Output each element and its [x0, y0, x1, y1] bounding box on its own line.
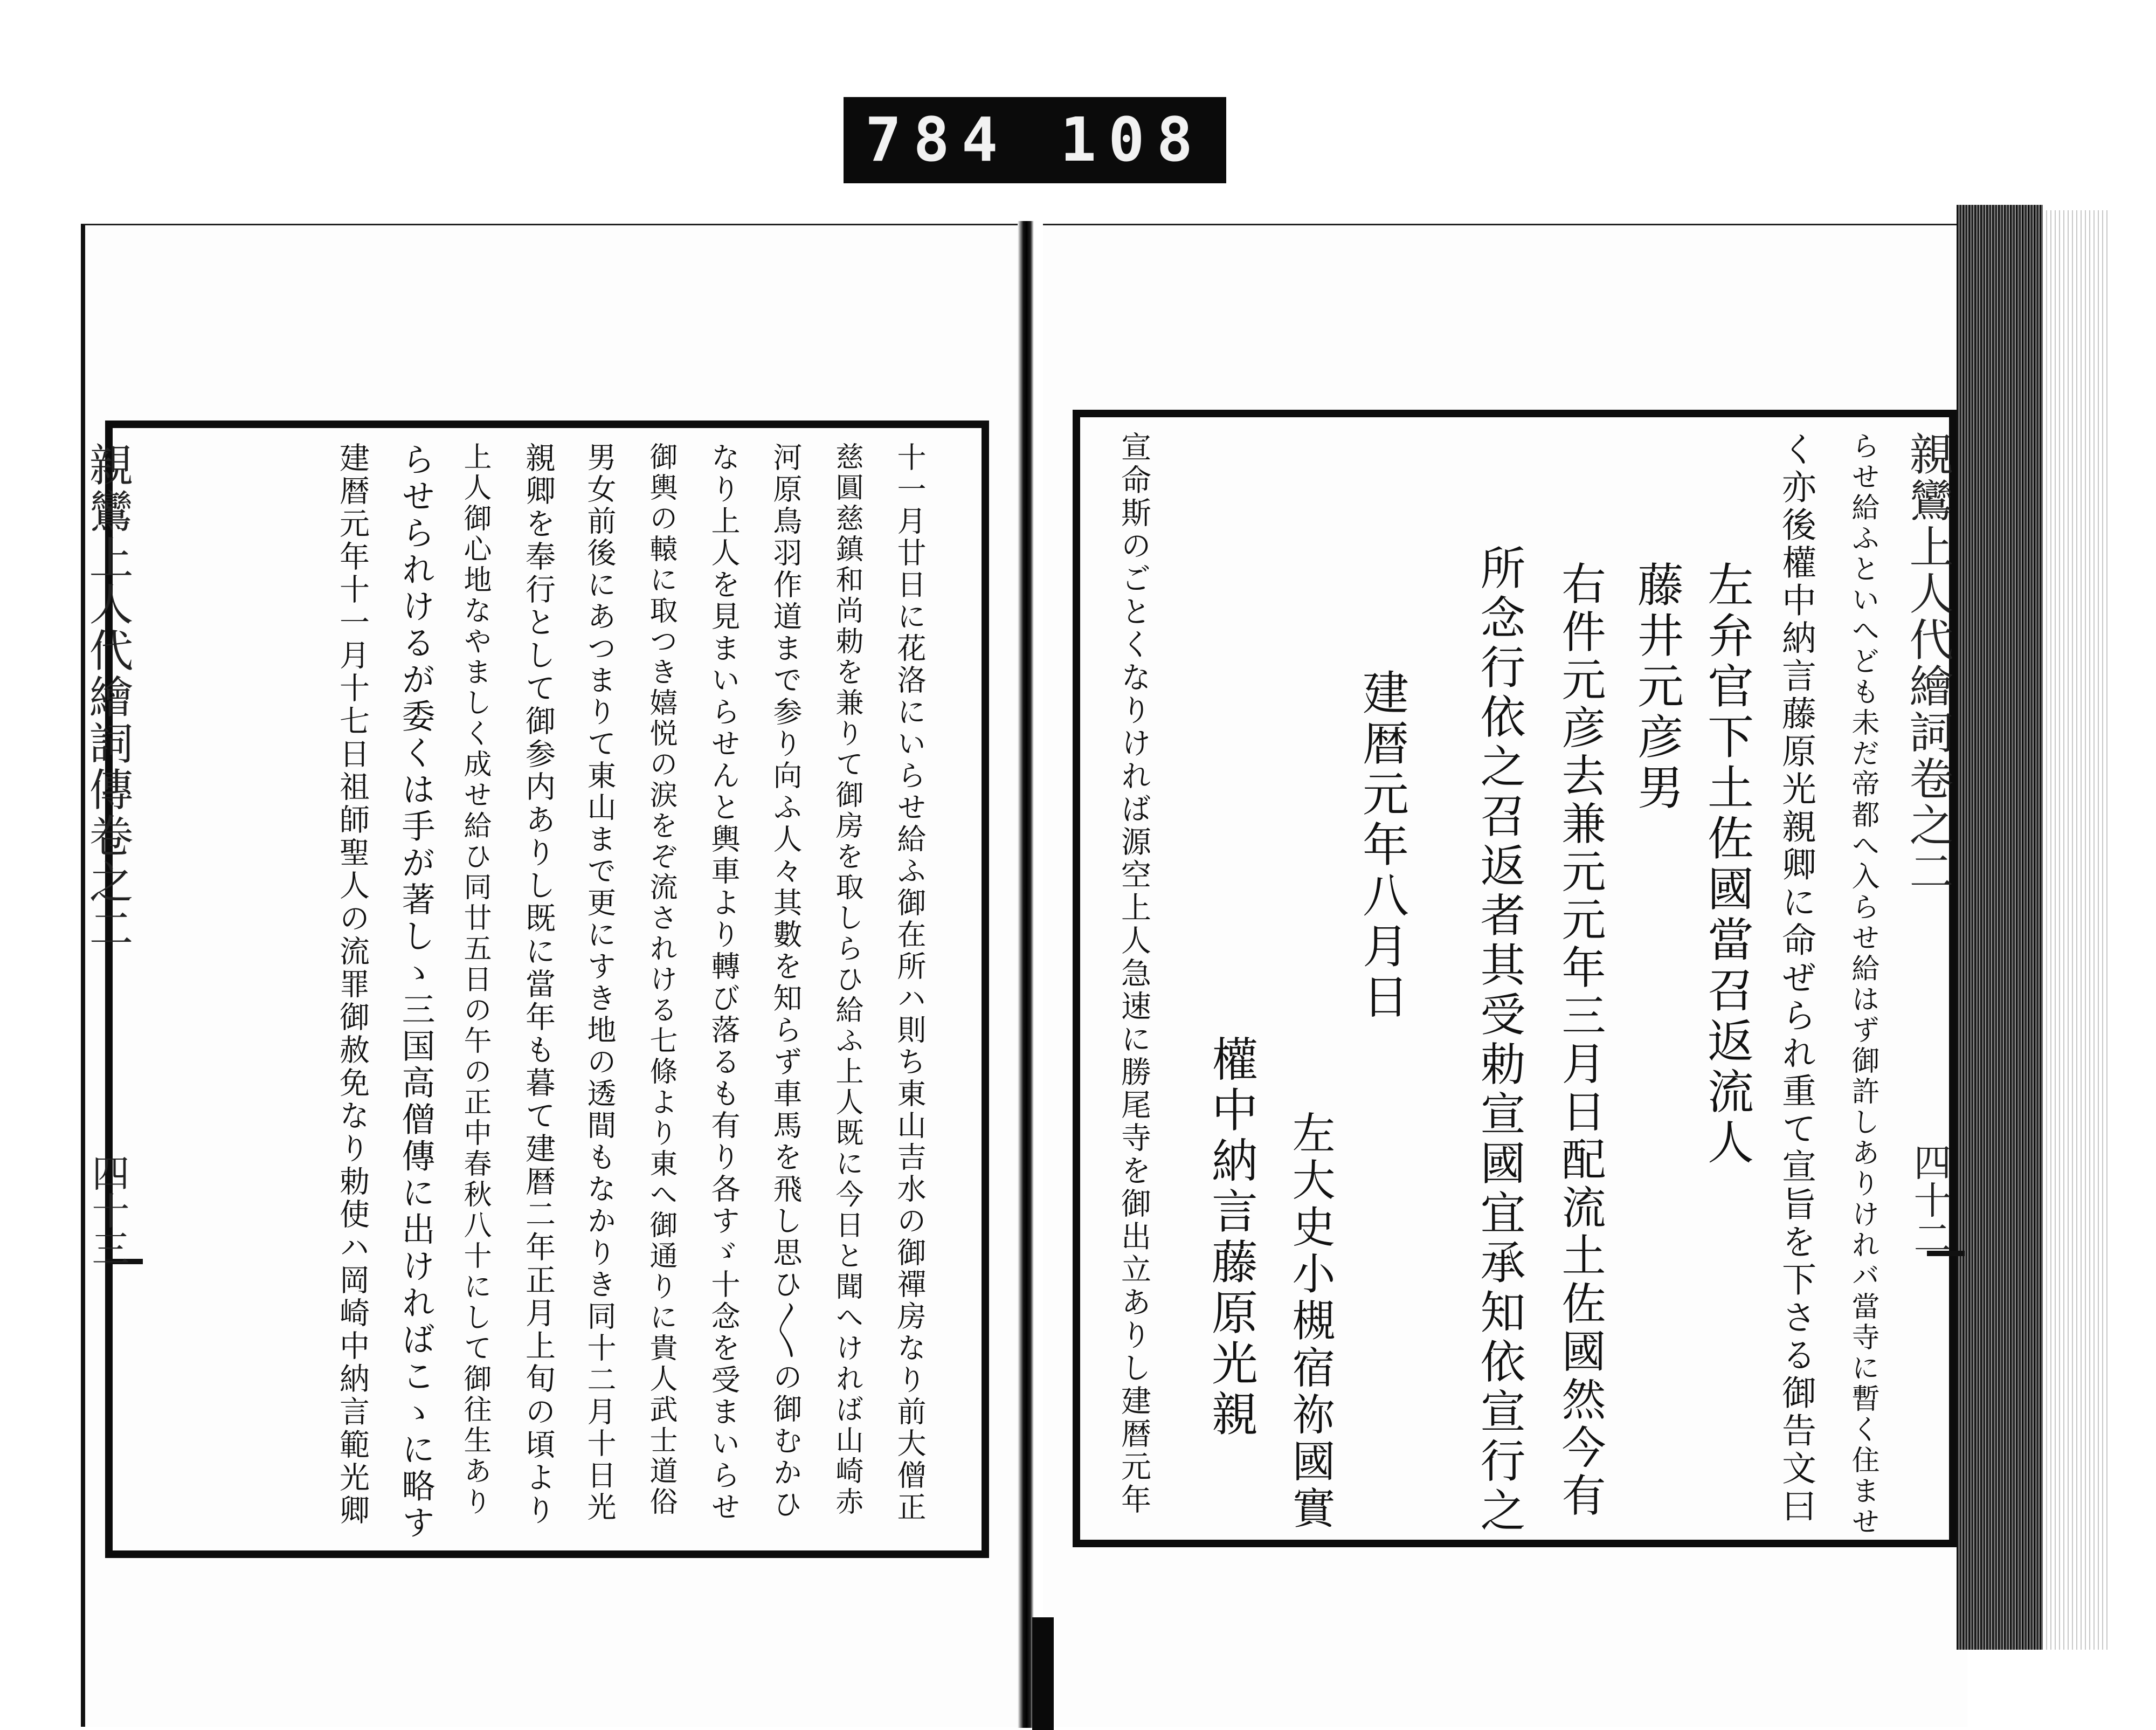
right-column-2: く亦後權中納言藤原光親卿に命ぜられ重て宣旨を下さる御告文曰	[1776, 431, 1816, 1526]
left-column-6: 男女前後にあつまりて東山まで更にすき地の透間もなかりき同十二月十日光	[583, 442, 617, 1524]
left-column-8: 上人御心地なやましく成せ給ひ同廿五日の午の正中春秋八十にして御往生あり	[459, 442, 491, 1518]
left-margin-title: 親鸞上人代繪詞傳卷之二	[82, 442, 133, 952]
call-number-left: 784	[865, 105, 1010, 175]
right-column-7: 建暦元年八月日	[1355, 668, 1408, 1023]
left-column-5: 御輿の轅に取つき嬉悦の涙をぞ流されける七條より東へ御通りに貴人武士道俗	[645, 442, 677, 1518]
right-column-5: 右件元彦去兼元元年三月日配流土佐國然今有	[1554, 561, 1606, 1520]
book-gutter	[1018, 221, 1034, 1728]
gutter-binding	[1032, 1617, 1054, 1730]
left-folio: 四十三	[86, 1154, 130, 1267]
right-column-4: 藤井元彦男	[1629, 561, 1683, 814]
right-column-9: 權中納言藤原光親	[1204, 1035, 1257, 1440]
left-column-4: なり上人を見まいらせんと輿車より轉び落るも有り各すゞ十念を受まいらせ	[707, 442, 741, 1524]
call-number-right: 108	[1060, 105, 1205, 175]
right-margin-title: 親鸞上人代繪詞卷之二	[1902, 431, 1953, 895]
left-column-2: 慈圓慈鎮和尚勅を兼りて御房を取しらひ給ふ上人既に今日と聞へければ山崎赤	[831, 442, 863, 1518]
page-edges	[1957, 205, 2043, 1650]
right-column-3: 左弁官下土佐國當召返流人	[1699, 561, 1753, 1169]
left-column-1: 十一月廿日に花洛にいらせ給ふ御在所ハ則ち東山吉水の御禪房なり前大僧正	[893, 442, 927, 1524]
page-edges-outer	[2043, 210, 2107, 1650]
left-column-7: 親卿を奉行として御参内ありし既に當年も暮て建暦二年正月上旬の頃より	[521, 442, 556, 1527]
right-column-10: 宣命斯のごとくなりければ源空上人急速に勝尾寺を御出立ありし建暦元年	[1116, 431, 1151, 1517]
call-number-label	[844, 97, 1226, 183]
left-column-9: らせられけるが委くは手が著しゝ三国高僧傳に出ければこゝに略す	[396, 442, 436, 1542]
right-column-8: 左大史小槻宿祢國實	[1285, 1111, 1335, 1533]
right-column-1: らせ給ふといへども未だ帝都へ入らせ給はず御許しありけれバ當寺に暫く住ませ	[1847, 431, 1879, 1538]
left-column-10: 建暦元年十一月十七日祖師聖人の流罪御赦免なり勅使ハ岡崎中納言範光卿	[335, 442, 370, 1527]
right-column-6: 所念行依之召返者其受勅宣國宜承知依宣行之	[1473, 544, 1526, 1536]
left-column-3: 河原鳥羽作道まで参り向ふ人々其數を知らず車馬を飛し思ひ〳〵の御むかひ	[769, 442, 803, 1521]
right-folio: 四十二	[1908, 1143, 1952, 1256]
